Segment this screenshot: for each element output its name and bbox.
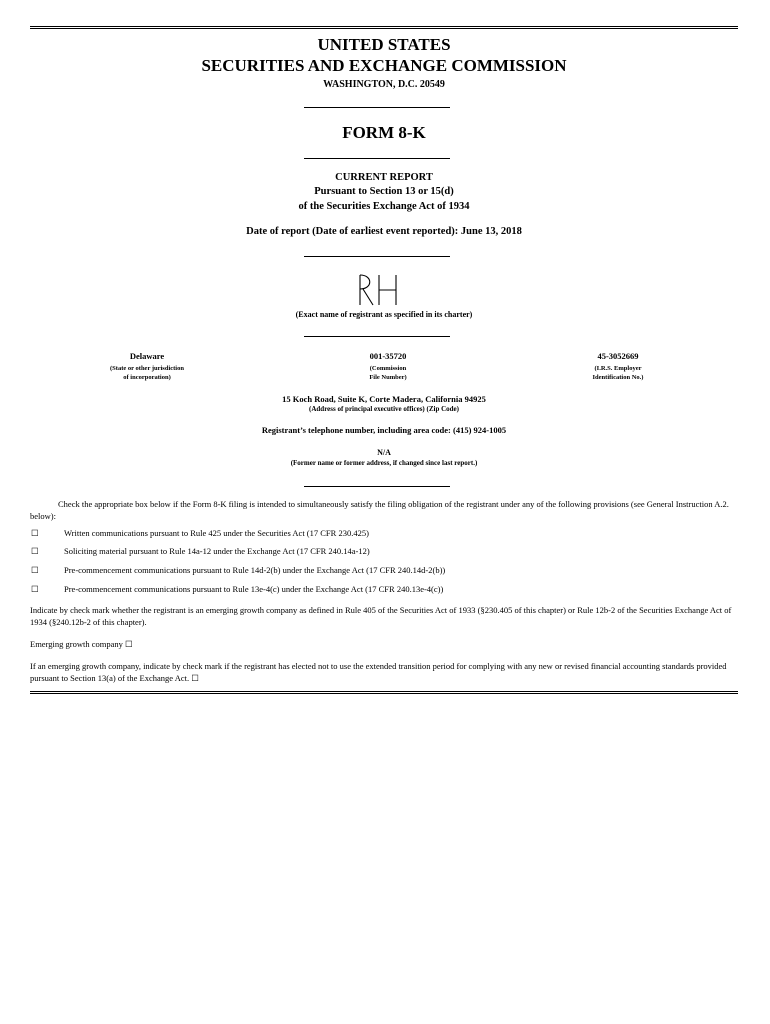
checkbox-row-rule-425 [30, 527, 369, 539]
former-name-value: N/A [377, 448, 391, 457]
checkbox-label: Written communications pursuant to Rule 425 under the Securities Act (17 CFR 230.425) [64, 528, 369, 538]
checkbox-icon[interactable]: ☐ [31, 565, 39, 575]
emerging-growth-row [30, 638, 133, 650]
act-line: of the Securities Exchange Act of 1934 [298, 201, 470, 212]
transition-checkbox-icon[interactable]: ☐ [191, 673, 199, 683]
divider [304, 158, 450, 159]
commission-caption: (Commission File Number) [369, 365, 407, 381]
report-type: CURRENT REPORT [335, 172, 433, 183]
pursuant-line: Pursuant to Section 13 or 15(d) [314, 186, 454, 197]
bottom-double-rule [30, 691, 738, 694]
divider [304, 336, 450, 337]
checkbox-row-rule-13e-4c [30, 583, 443, 595]
irs-value: 45-3052669 [597, 351, 639, 361]
checkbox-label: Soliciting material pursuant to Rule 14a-12 under the Exchange Act (17 CFR 240.14a-12) [64, 546, 370, 556]
state-caption: (State or other jurisdiction of incorporation) [110, 365, 184, 381]
form-title: FORM 8-K [342, 123, 426, 142]
checkbox-icon[interactable]: ☐ [31, 584, 39, 594]
commission-column [328, 351, 448, 382]
emerging-growth-label: Emerging growth company [30, 639, 123, 649]
commission-value: 001-35720 [369, 351, 407, 361]
checkbox-icon[interactable]: ☐ [31, 546, 39, 556]
rh-logo [356, 274, 400, 306]
irs-caption: (I.R.S. Employer Identification No.) [592, 365, 644, 381]
transition-period-text: If an emerging growth company, indicate by check mark if the registrant has elected not to use the extended transition period for complying with any new or revised financial accounting standards provided pursuant to Section 13(a) of the Exchange Act. ☐ [30, 661, 727, 683]
checkbox-label: Pre-commencement communications pursuant to Rule 14d-2(b) under the Exchange Act (17 CFR 240.14d-2(b)) [64, 565, 446, 575]
address-caption: (Address of principal executive offices) (Zip Code) [309, 405, 459, 413]
date-of-report: Date of report (Date of earliest event reported): June 13, 2018 [246, 226, 522, 237]
state-value: Delaware [129, 351, 165, 361]
divider [304, 256, 450, 257]
former-name-caption: (Former name or former address, if changed since last report.) [290, 459, 478, 467]
checkbox-icon[interactable]: ☐ [31, 528, 39, 538]
country-heading: UNITED STATES [317, 35, 451, 54]
checkbox-row-rule-14d-2b [30, 564, 445, 576]
checkbox-row-rule-14a-12 [30, 545, 370, 557]
instructions-intro: Check the appropriate box below if the Form 8-K filing is intended to simultaneously satisfy the filing obligation of the registrant under any of the following provisions (see General Instruction A.2. below): [30, 499, 729, 521]
emerging-growth-checkbox-icon[interactable]: ☐ [124, 639, 133, 649]
state-column [82, 351, 212, 382]
agency-heading: SECURITIES AND EXCHANGE COMMISSION [201, 56, 567, 75]
irs-column [558, 351, 678, 382]
divider [304, 107, 450, 108]
form-8k-page [30, 0, 738, 1024]
registrant-name-caption: (Exact name of registrant as specified in its charter) [295, 310, 473, 319]
address-line: 15 Koch Road, Suite K, Corte Madera, California 94925 [282, 394, 486, 404]
phone-line: Registrant’s telephone number, including area code: (415) 924-1005 [261, 425, 507, 435]
top-double-rule [30, 26, 738, 29]
divider [304, 486, 450, 487]
emerging-growth-intro: Indicate by check mark whether the registrant is an emerging growth company as defined in Rule 405 of the Securities Act of 1933 (§230.405 of this chapter) or Rule 12b-2 of the Securities Exchange Act of 1934 (§240.12b-2 of this chapter). [30, 605, 732, 627]
city-line: WASHINGTON, D.C. 20549 [323, 79, 445, 90]
checkbox-label: Pre-commencement communications pursuant to Rule 13e-4(c) under the Exchange Act (17 CFR 240.13e-4(c)) [64, 584, 444, 594]
